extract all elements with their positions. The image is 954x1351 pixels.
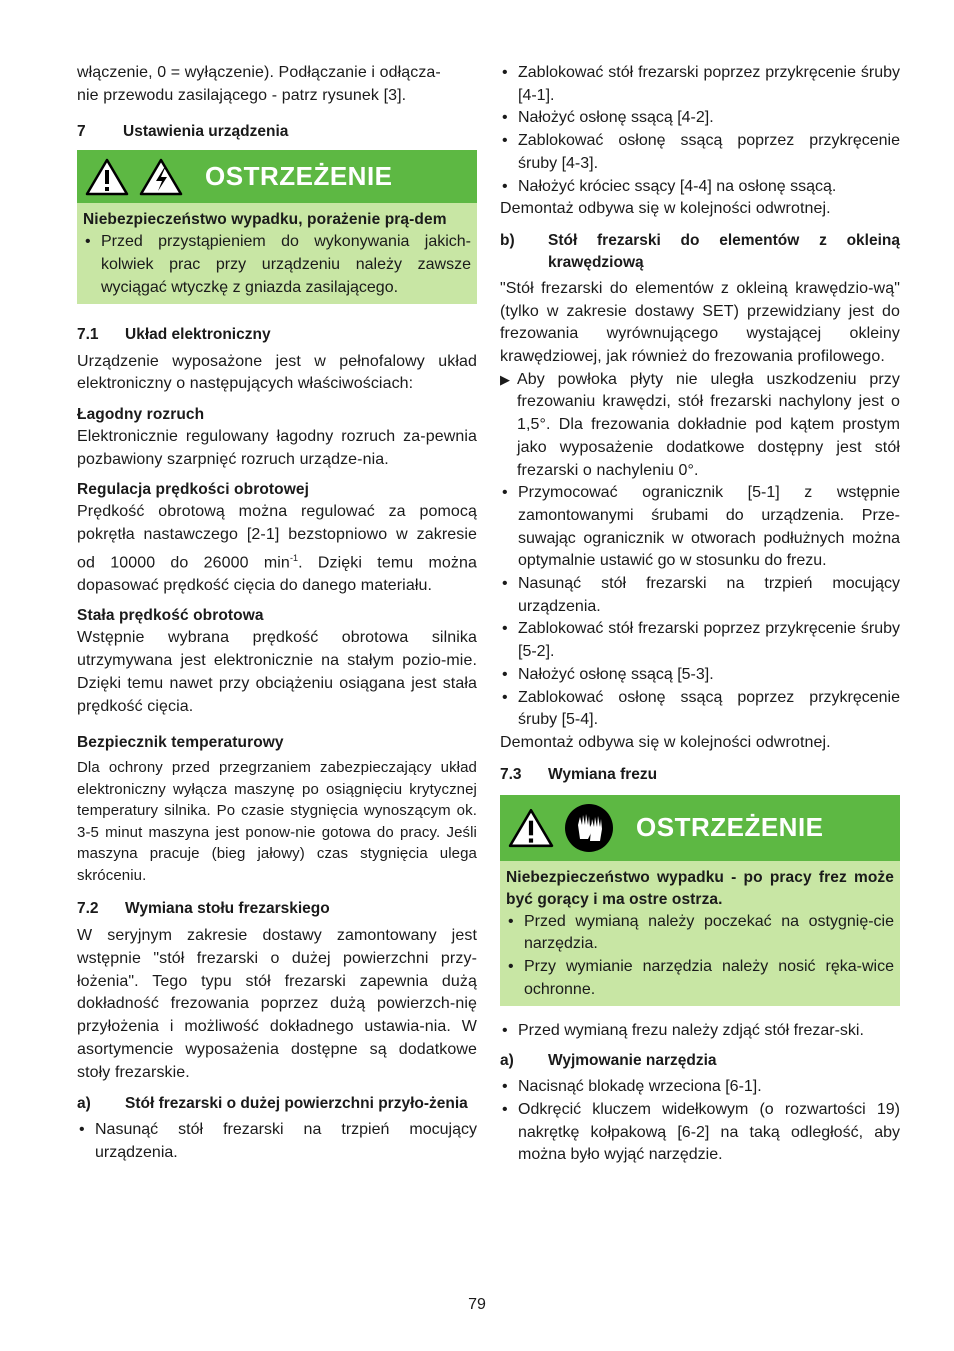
right-column	[500, 62, 900, 1167]
paragraph-7-2: W seryjnym zakresie dostawy zamontowany jest wstępnie "stół frezarski o dużej powierzchni przy-łożenia". Tego typu stół frezarski zapewnia dużą dokładność frezowania poprzez dużą powierzch-nię przyłożenia i możliwość dokładnego ustawia-nia. W asortymencie wyposażenia dostępne są dodatkowe stoły frezarskie.	[77, 927, 477, 1081]
speed-reg-text-b: . Dzięki temu można dopasować prędkość cięcia do danego materiału.	[77, 554, 477, 594]
page-number: 79	[468, 1296, 486, 1313]
paragraph-b: "Stół frezarski do elementów z okleiną krawędzio-wą" (tylko w zakresie dostawy SET) przewidziany jest do frezowania wyrównującego wystającej okleiny krawędziowej, jak również do frezowania profilowego.	[500, 279, 900, 366]
gloves-icon	[564, 803, 614, 853]
arrow-note-text: Aby powłoka płyty nie uległa uszkodzeniu przy frezowaniu krawędzi, stół frezarski nachylony jest o 1,5°. Dla frezowania dokładnie pod kątem prostym jako wyposażenie dodatkowe dostępny jest stół frezarski o nachyleniu 0°.	[517, 370, 900, 479]
section-title: Wymiana frezu	[548, 765, 658, 783]
warning-title: OSTRZEŻENIE	[636, 812, 824, 843]
subsection-title: Wyjmowanie narzędzia	[548, 1052, 717, 1070]
section-title: Ustawienia urządzenia	[123, 123, 289, 141]
thermal-title: Bezpiecznik temperaturowy	[77, 734, 284, 752]
intro-line-1: włączenie, 0 = wyłączenie). Podłączanie i odłącza-	[77, 64, 441, 81]
warning-bullet: • Przed przystąpieniem do wykonywania jakich-kolwiek prac przy urządzeniu należy zawsze wyciągać wtyczkę z gniazda zasilającego.	[83, 231, 471, 299]
warning-bullet: • Przy wymianie narzędzia należy nosić ręka-wice ochronne.	[506, 956, 894, 1001]
warning-body	[77, 203, 477, 303]
warning-list	[83, 231, 471, 299]
section-number: 7	[77, 123, 86, 141]
subsection-a-heading	[77, 1093, 477, 1115]
section-7-1-heading	[77, 324, 477, 346]
list-item: • Odkręcić kluczem widełkowym (o rozwartości 19) nakrętkę kołpakową [6-2] na taką odległość, aby można było wyjąć narzędzie.	[500, 1099, 900, 1167]
list-item: • Nałożyć osłonę ssącą [4-2].	[500, 107, 900, 130]
section-title: Wymiana stołu frezarskiego	[125, 900, 330, 918]
list-item: • Zablokować osłonę ssącą poprzez przykręcenie śruby [5-4].	[500, 687, 900, 732]
list-b	[500, 482, 900, 732]
electric-hazard-icon	[139, 158, 183, 196]
intro-line-2: nie przewodu zasilającego - patrz rysunek [3].	[77, 86, 407, 104]
list-a	[77, 1119, 477, 1164]
warning-heading: Niebezpieczeństwo wypadku, porażenie prą-dem	[83, 211, 447, 229]
warning-header	[500, 795, 900, 861]
list-item: • Nacisnąć blokadę wrzeciona [6-1].	[500, 1076, 900, 1099]
const-speed-text: Wstępnie wybrana prędkość obrotowa silnika utrzymywana jest elektronicznie na stałym pozio-mie. Dzięki temu nawet przy obciążeniu osiągana jest stała prędkość cięcia.	[77, 629, 477, 715]
subsection-number: a)	[500, 1052, 514, 1070]
paragraph-7-1: Urządzenie wyposażone jest w pełnofalowy układ elektroniczny o następujących właściwościach:	[77, 352, 477, 393]
speed-unit-sup: -1	[289, 552, 299, 563]
subsection-b-heading	[500, 230, 900, 274]
list-item: • Zablokować stół frezarski poprzez przykręcenie śruby [5-2].	[500, 618, 900, 663]
list-item: • Nałożyć króciec ssący [4-4] na osłonę ssącą.	[500, 176, 900, 199]
warning-triangle-icon	[85, 158, 129, 196]
list-item: • Przed wymianą frezu należy zdjąć stół frezar-ski.	[500, 1020, 900, 1043]
list-item: • Nasunąć stół frezarski na trzpień mocujący urządzenia.	[500, 573, 900, 618]
warning-box-electric	[77, 150, 477, 303]
soft-start-text: Elektronicznie regulowany łagodny rozruch za-pewnia pozbawiony szarpnięć rozruch urządze-nia.	[77, 427, 477, 468]
list-item: • Przymocować ogranicznik [5-1] z wstępnie zamontowanymi śrubami do urządzenia. Prze-suwając ogranicznik w otworach podłużnych można optymalnie ustawić go w stosunku do frezu.	[500, 482, 900, 573]
list-item: • Nasunąć stół frezarski na trzpień mocujący urządzenia.	[77, 1119, 477, 1164]
list-item: • Zablokować osłonę ssącą poprzez przykręcenie śruby [4-3].	[500, 130, 900, 175]
warning-heading: Niebezpieczeństwo wypadku - po pracy frez może być gorący i ma ostre ostrza.	[506, 868, 894, 908]
warning-bullet: • Przed wymianą należy poczekać na ostygnię-cie narzędzia.	[506, 911, 894, 956]
subsection-a2-heading	[500, 1050, 900, 1072]
section-7-2-heading	[77, 898, 477, 920]
left-column	[77, 62, 477, 1165]
section-number: 7.3	[500, 765, 522, 783]
section-number: 7.1	[77, 325, 99, 343]
list-top	[500, 62, 900, 198]
warning-box-hot-tool	[500, 795, 900, 1006]
list-item: • Nałożyć osłonę ssącą [5-3].	[500, 664, 900, 687]
arrow-note	[500, 369, 900, 483]
warning-triangle-icon	[508, 808, 554, 848]
demontaz-note: Demontaż odbywa się w kolejności odwrotnej.	[500, 200, 831, 218]
warning-title: OSTRZEŻENIE	[205, 161, 393, 192]
thermal-text: Dla ochrony przed przegrzaniem zabezpieczający układ elektroniczny wyłącza maszynę po osiągnięciu krytycznej temperatury silnika. Po czasie stygnięcia wynoszącym ok. 3-5 minut maszyna jest ponow-nie gotowa do pracy. Jeśli maszyna pracuje (bieg jałowy) czas stygnięcia ulega skróceniu.	[77, 759, 477, 884]
speed-reg-text-a: Prędkość obrotową można regulować za pomocą pokrętła nastawczego [2-1] bezstopniowo w zakresie od 10000 do 26000 min	[77, 503, 477, 572]
warning-list	[506, 911, 894, 1002]
demontaz-note: Demontaż odbywa się w kolejności odwrotnej.	[500, 733, 831, 751]
section-title: Układ elektroniczny	[125, 325, 271, 343]
warning-body	[500, 861, 900, 1006]
list-7-3	[500, 1020, 900, 1043]
warning-header	[77, 150, 477, 203]
list-item: • Zablokować stół frezarski poprzez przykręcenie śruby [4-1].	[500, 62, 900, 107]
section-7-heading	[77, 121, 477, 143]
const-speed-title: Stała prędkość obrotowa	[77, 607, 264, 625]
list-a2	[500, 1076, 900, 1167]
subsection-number: b)	[500, 231, 515, 249]
section-number: 7.2	[77, 900, 99, 918]
speed-reg-text	[77, 501, 477, 597]
speed-reg-title: Regulacja prędkości obrotowej	[77, 481, 310, 499]
arrow-right-icon: ▶	[500, 371, 511, 387]
subsection-number: a)	[77, 1095, 91, 1113]
subsection-title: Stół frezarski o dużej powierzchni przyło-żenia	[125, 1095, 468, 1113]
subsection-title: Stół frezarski do elementów z okleiną krawędziową	[548, 231, 900, 271]
soft-start-title: Łagodny rozruch	[77, 405, 205, 423]
section-7-3-heading	[500, 764, 900, 786]
